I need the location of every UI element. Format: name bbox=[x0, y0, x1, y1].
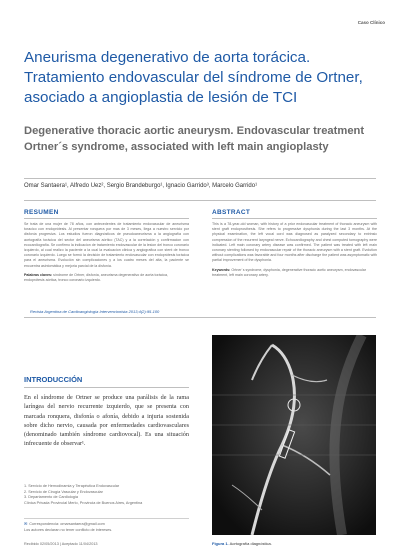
abstract-keywords-label: Keywords: bbox=[212, 267, 231, 272]
divider-top bbox=[24, 178, 376, 179]
resumen-keywords bbox=[24, 273, 189, 283]
introduction-heading: INTRODUCCIÓN bbox=[24, 375, 189, 388]
abstract-keywords bbox=[212, 268, 377, 278]
angiography-figure bbox=[212, 335, 376, 535]
resumen-body: Se trata de una mujer de 78 años, con antecedentes de tratamiento endovascular de aneurisma toracico con endoprótesis. Al presentar ronquera por mas de 3 meses, llega a nuestro servicio por disfonía progresiva. Los estudios fueron diagnósticos de pseudoaneurisma a la angiografía con aortografía torácica del sector del aneurisma aórtico (TAC) y a la correlación y confirmacion con ecocardiografía. Se confirmo la indicacion de tratamiento endovascular de la lesion del tronco coronario izquierdo, al cual realizo la paciente a la cual la evaluacion clinica y angiografica con stent de tronco coronario izquierdo. Luego se formó la decisión de tratamiento endovascular con endoprótesis torácica para el aneurisma. Evolución sin complicaciones y a los cuatro meses del alta, la paciente se encuentra asintomática y mejoría parcial de la disfonía. bbox=[24, 222, 190, 268]
received-dates: Recibido 02/05/2013 | Aceptado 11/04/2013 bbox=[24, 542, 98, 546]
mail-icon: ✉ bbox=[24, 522, 28, 526]
abstract-body: This is a 78-year-old woman, with history of a prior endovascular treatment of thoracic aneurysm with stent graft endoprosthesis. She refers to progressive dysphonia during the last 3 months. At the physical examination, the left vocal cord was diagnosed as paralyzed secondary to extrinsic compression of the recurrent laryngeal nerve. Echocardiography and chest computed tomography were indicated. Left main coronary artery disease was confirmed. The patient was treated with left main coronary stenting followed by endovascular repair of the thoracic aneurysm with a stent graft. Evolution without complications was favorable and four months after discharge the patient was asymptomatic with partial improvement of the dysphonia. bbox=[212, 222, 377, 263]
section-tag: Caso Clínico bbox=[357, 20, 385, 25]
resumen-section bbox=[24, 209, 189, 283]
affiliation-2: 2. Servicio de Cirugía Vascular y Endovascular bbox=[24, 489, 103, 494]
figure-label: Figura 1. bbox=[212, 541, 229, 546]
resumen-heading: RESUMEN bbox=[24, 209, 189, 219]
article-title-english: Degenerative thoracic aortic aneurysm. Endovascular treatment Ortner´s syndrome, associated with left main angioplasty bbox=[24, 125, 365, 153]
affiliation-3: 3. Departamento de Cardiología bbox=[24, 495, 79, 500]
journal-citation: Revista Argentina de Cardioangiología Intervencionista 2013;4(2):95-100 bbox=[30, 309, 160, 314]
correspondence bbox=[24, 518, 189, 526]
affiliation-1: 1. Servicio de Hemodinamia y Terapéutica Endovascular bbox=[24, 484, 120, 488]
affiliations bbox=[24, 484, 189, 506]
abstract-section bbox=[212, 209, 377, 278]
author-list: Omar Santaera¹, Alfredo Uez², Sergio Brandeburgo¹, Ignacio Garrido³, Marcelo Garrido¹ bbox=[24, 183, 258, 189]
figure-caption-text: Aortografía diagnóstica. bbox=[229, 541, 272, 546]
article-title-spanish: Aneurisma degenerativo de aorta torácica. Tratamiento endovascular del síndrome de Ortner, asociado a angioplastia de lesión de TCI bbox=[24, 49, 363, 106]
divider-authors bbox=[24, 200, 376, 201]
affiliation-institution: Clínica Privada Provincial Merlo, Provincia de Buenos Aires, Argentina bbox=[24, 500, 143, 505]
abstract-keywords-text: Ortner´s syndrome, dysphonia, degenerative thoracic aortic aneurysm, endovascular treatment, left main coronary artery. bbox=[212, 267, 367, 277]
abstract-heading: ABSTRACT bbox=[212, 209, 377, 219]
divider-middle bbox=[24, 317, 376, 318]
figure-caption bbox=[212, 541, 272, 546]
correspondence-text[interactable]: Correspondencia: omarsantaera@gmail.com bbox=[29, 522, 105, 526]
angiography-image bbox=[212, 335, 376, 535]
introduction-body: En el síndrome de Ortner se produce una parálisis de la rama laríngea del nervio recurrente izquierdo, que se presenta con marcada ronquera, disfonía o afonía, debido a injuria sostenida sobre dicho nervio, causada por enfermedades cardiovasculares (denominado también síndrome cardiovocal). Es una situación infrecuente de observar¹. bbox=[24, 394, 189, 448]
resumen-keywords-label: Palabras claves: bbox=[24, 272, 53, 277]
resumen-keywords-text: síndrome de Ortner, disfonía, aneurisma degenerativo de aorta torácica, endoprótesis aórtica, tronco coronario izquierdo. bbox=[24, 272, 169, 283]
conflict-statement: Los autores declaran no tener conflicto de intereses. bbox=[24, 528, 113, 532]
